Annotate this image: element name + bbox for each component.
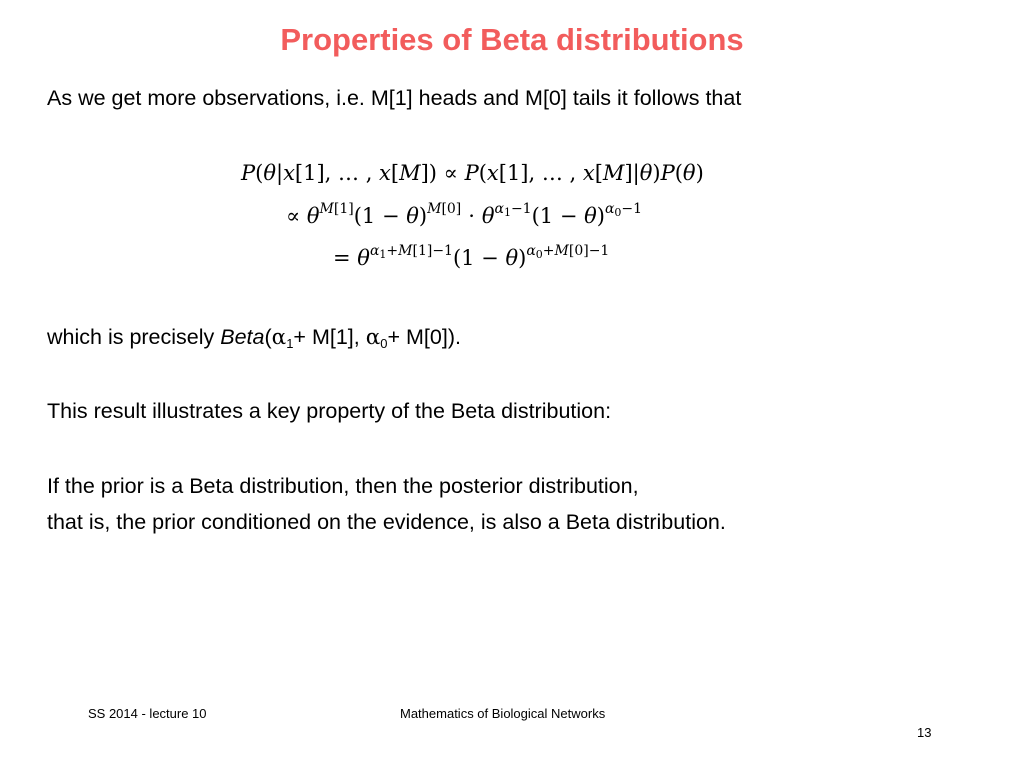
footer-subject: Mathematics of Biological Networks	[400, 706, 606, 721]
page-number: 13	[917, 725, 932, 740]
equation-line-3: = $\theta^{\alpha_1+M[1]-1}(1 - \theta)^{\alpha_0+M[0]-1}$	[333, 243, 610, 270]
alpha1-subscript: 1	[286, 336, 294, 351]
conclusion-mid: + M[1],	[293, 325, 366, 349]
open-paren: (	[264, 325, 272, 349]
intro-text: As we get more observations, i.e. M[1] heads and M[0] tails it follows that	[47, 86, 742, 110]
equation-line-1: P(θ|x[1], … , x[M]) ∝ P(x[1], … , x[M]|θ)P(θ)	[241, 161, 704, 185]
property-line-2: that is, the prior conditioned on the evidence, is also a Beta distribution.	[47, 510, 726, 534]
conclusion-end: + M[0]).	[387, 325, 461, 349]
slide-title: Properties of Beta distributions	[280, 22, 744, 57]
alpha0-subscript: 0	[380, 336, 388, 351]
property-line-1: If the prior is a Beta distribution, then the posterior distribution,	[47, 474, 639, 498]
footer-course: SS 2014 - lecture 10	[88, 706, 207, 721]
alpha0-symbol: α	[365, 325, 381, 350]
statement-text: This result illustrates a key property of the Beta distribution:	[47, 399, 612, 423]
conclusion-text	[47, 325, 461, 350]
conclusion-prefix: which is precisely	[47, 325, 221, 349]
beta-word: Beta	[220, 325, 265, 349]
equation-line-2: ∝ $\theta^{M[1]}(1 - \theta)^{M[0]} \cdot \theta^{\alpha_1-1}(1 - \theta)^{\alpha_0-1}$	[286, 201, 643, 228]
alpha1-symbol: α	[271, 325, 287, 350]
